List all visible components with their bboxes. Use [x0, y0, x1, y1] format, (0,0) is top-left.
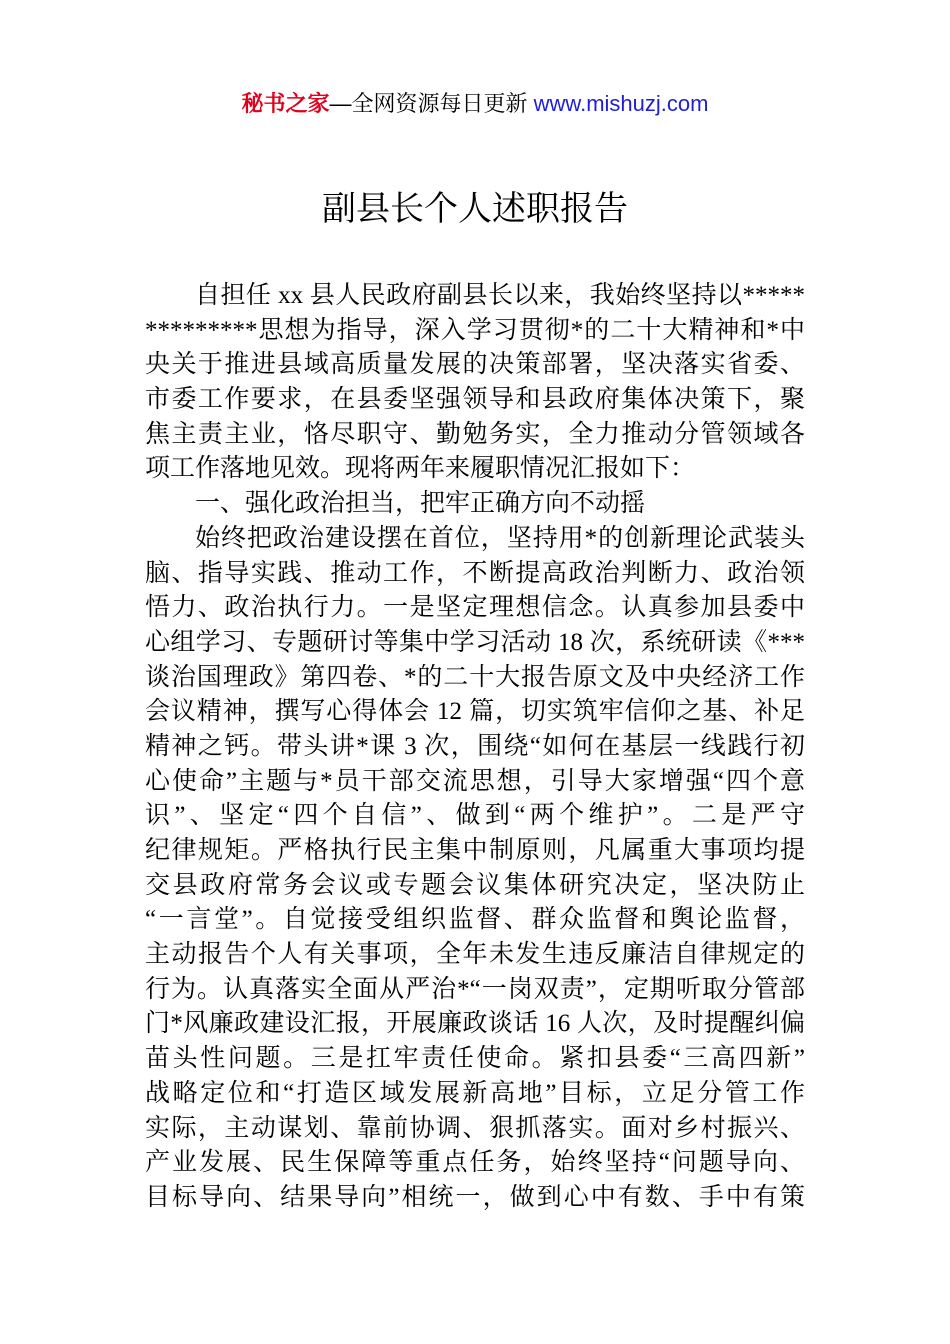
- body-line: 央关于推进县域高质量发展的决策部署，坚决落实省委、: [145, 351, 805, 379]
- site-url-link[interactable]: www.mishuzj.com: [533, 91, 709, 116]
- body-line: 悟力、政治执行力。一是坚定理想信念。认真参加县委中: [145, 594, 805, 622]
- body-line: 谈治国理政》第四卷、*的二十大报告原文及中央经济工作: [145, 663, 805, 691]
- body-line: 心使命”主题与*员干部交流思想，引导大家增强“四个意: [145, 767, 805, 795]
- body-line: 战略定位和“打造区域发展新高地”目标，立足分管工作: [145, 1079, 805, 1107]
- section-heading: 一、强化政治担当，把牢正确方向不动摇: [195, 490, 646, 518]
- banner-tagline: —全网资源每日更新: [329, 91, 534, 116]
- body-line: 主动报告个人有关事项，全年未发生违反廉洁自律规定的: [145, 941, 805, 969]
- body-line: 市委工作要求，在县委坚强领导和县政府集体决策下，聚: [145, 386, 805, 414]
- body-line: 门*风廉政建设汇报，开展廉政谈话 16 人次，及时提醒纠偏: [145, 1010, 805, 1038]
- body-line: 行为。认真落实全面从严治*“一岗双责”，定期听取分管部: [145, 975, 805, 1003]
- brand-name: 秘书之家: [241, 91, 330, 116]
- body-line: 会议精神，撰写心得体会 12 篇，切实筑牢信仰之基、补足: [145, 698, 805, 726]
- body-line: 焦主责主业，恪尽职守、勤勉务实，全力推动分管领域各: [145, 420, 805, 448]
- body-line: 识”、坚定“四个自信”、做到“两个维护”。二是严守: [145, 802, 805, 830]
- body-line: “一言堂”。自觉接受组织监督、群众监督和舆论监督，: [145, 906, 805, 934]
- body-line: 精神之钙。带头讲*课 3 次，围绕“如何在基层一线践行初: [145, 732, 805, 760]
- body-line: 项工作落地见效。现将两年来履职情况汇报如下：: [145, 455, 696, 483]
- body-line: 苗头性问题。三是扛牢责任使命。紧扣县委“三高四新”: [145, 1045, 805, 1073]
- body-line: 实际，主动谋划、靠前协调、狠抓落实。面对乡村振兴、: [145, 1114, 805, 1142]
- body-line: 纪律规矩。严格执行民主集中制原则，凡属重大事项均提: [145, 837, 805, 864]
- document-title: 副县长个人述职报告: [322, 191, 628, 228]
- body-line: 产业发展、民生保障等重点任务，始终坚持“问题导向、: [145, 1149, 805, 1177]
- site-banner: [0, 88, 950, 120]
- body-line: 自担任 xx 县人民政府副县长以来，我始终坚持以*****: [195, 282, 805, 309]
- body-line: 始终把政治建设摆在首位，坚持用*的创新理论武装头: [195, 524, 805, 552]
- body-line: 目标导向、结果导向”相统一，做到心中有数、手中有策: [145, 1183, 805, 1211]
- body-line: *********思想为指导，深入学习贯彻*的二十大精神和*中: [145, 316, 805, 344]
- body-line: 交县政府常务会议或专题会议集体研究决定，坚决防止: [145, 871, 805, 899]
- body-line: 心组学习、专题研讨等集中学习活动 18 次，系统研读《***: [145, 628, 805, 656]
- body-line: 脑、指导实践、推动工作，不断提高政治判断力、政治领: [145, 559, 805, 587]
- document-body: [145, 279, 805, 1216]
